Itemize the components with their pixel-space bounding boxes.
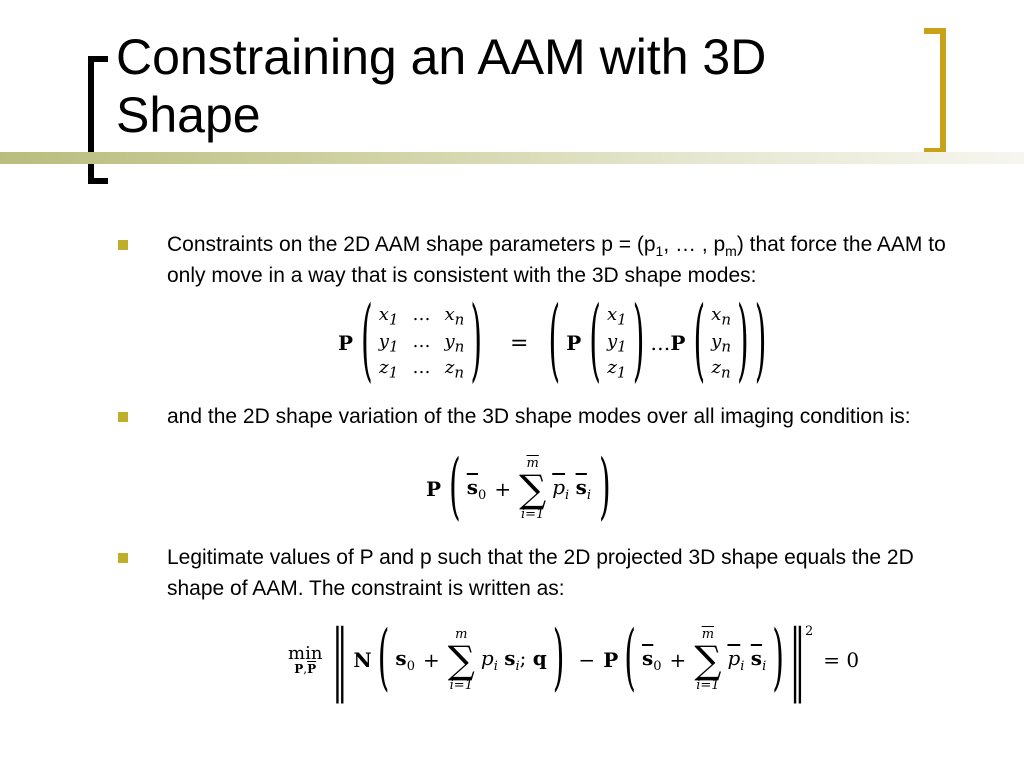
title-underline-bar [0, 152, 1024, 164]
bullet-1-part-a: Constraints on the 2D AAM shape parameters p = (p [167, 233, 656, 256]
equation-constraint-min: min $P,\overline{P}$ ‖ N ( $s_0$ + m ∑ i=1 $p_i$ $s_i$; q ) − P ( $\overline{s}_0$ + $\overline{m}$ ∑ i=1 $\overline{p}_i$ $\overline{s}_i$ ) ‖ $^2$ = 0 [288, 614, 860, 706]
bullet-text-2: and the 2D shape variation of the 3D shape modes over all imaging condition is: [167, 405, 911, 428]
equation-projection-matrix: P ( $x_1$ … $x_n$ $y_1$ … $y_n$ $z_1$ … $z_n$ ) = ( P ( $x_1$ $y_1$ $z_1$ ) … P ( $x_n$ $y_n$ $z_n$ ) ) [338, 289, 767, 394]
bullet-1-sub-1: 1 [655, 243, 664, 260]
bullet-text-1 [167, 229, 947, 291]
bullet-text-3: Legitimate values of P and p such that the 2D projected 3D shape equals the 2D shape of AAM. The constraint is written as: [167, 546, 914, 600]
title-left-bracket [88, 56, 108, 184]
slide-title: Constraining an AAM with 3D Shape [116, 29, 767, 143]
bullet-1-part-c: ) that force the AAM to only move in a way that is consistent with the 3D shape modes: [167, 233, 946, 287]
bullet-marker-3 [118, 553, 128, 563]
bullet-marker-2 [118, 412, 128, 422]
bullet-1-sub-m: m [725, 243, 737, 260]
equation-shape-variation: P ( $\overline{s}_0$ + $\overline{m}$ ∑ i=1 $\overline{p}_i$ $\overline{s}_i$ ) [426, 445, 611, 530]
title-right-bracket [924, 28, 946, 154]
bullet-marker-1 [118, 240, 128, 250]
bullet-1-part-b: , … , p [663, 233, 726, 256]
